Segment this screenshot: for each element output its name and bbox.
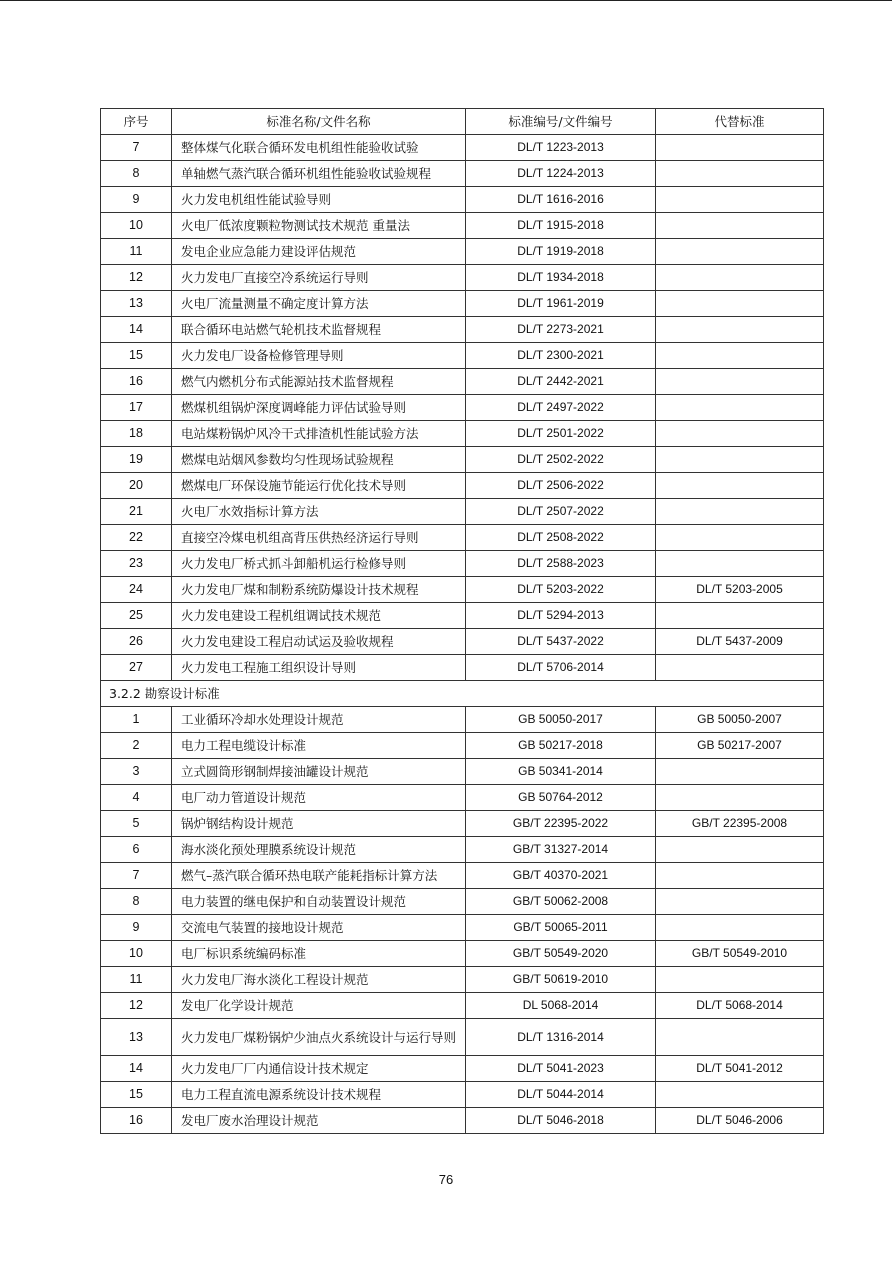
cell-replaces (656, 785, 824, 811)
table-row (101, 1019, 824, 1056)
cell-replaces: DL/T 5437-2009 (656, 629, 824, 655)
table-row (101, 941, 824, 967)
cell-replaces: DL/T 5046-2006 (656, 1108, 824, 1134)
cell-replaces (656, 525, 824, 551)
cell-replaces (656, 655, 824, 681)
cell-name: 电站煤粉锅炉风冷干式排渣机性能试验方法 (172, 421, 466, 447)
cell-replaces (656, 473, 824, 499)
cell-name: 火电厂低浓度颗粒物测试技术规范 重量法 (172, 213, 466, 239)
table-row (101, 811, 824, 837)
cell-name: 火电厂水效指标计算方法 (172, 499, 466, 525)
cell-code: DL/T 5044-2014 (466, 1082, 656, 1108)
cell-no: 2 (101, 733, 172, 759)
table-row (101, 447, 824, 473)
cell-code: DL/T 5437-2022 (466, 629, 656, 655)
cell-replaces (656, 915, 824, 941)
table-row (101, 317, 824, 343)
top-border-line (0, 0, 892, 1)
cell-code: DL 5068-2014 (466, 993, 656, 1019)
cell-no: 7 (101, 135, 172, 161)
cell-no: 3 (101, 759, 172, 785)
cell-no: 23 (101, 551, 172, 577)
table-row (101, 395, 824, 421)
cell-name: 火力发电厂煤和制粉系统防爆设计技术规程 (172, 577, 466, 603)
cell-no: 5 (101, 811, 172, 837)
table-row (101, 1108, 824, 1134)
cell-code: GB 50217-2018 (466, 733, 656, 759)
cell-no: 27 (101, 655, 172, 681)
cell-name: 火力发电厂厂内通信设计技术规定 (172, 1056, 466, 1082)
cell-no: 10 (101, 213, 172, 239)
cell-name: 工业循环冷却水处理设计规范 (172, 707, 466, 733)
cell-name: 锅炉钢结构设计规范 (172, 811, 466, 837)
page-number: 76 (438, 1172, 454, 1187)
cell-replaces (656, 863, 824, 889)
table-row (101, 993, 824, 1019)
cell-code: DL/T 2501-2022 (466, 421, 656, 447)
cell-code: DL/T 1316-2014 (466, 1019, 656, 1056)
cell-no: 9 (101, 915, 172, 941)
cell-name: 火电厂流量测量不确定度计算方法 (172, 291, 466, 317)
cell-name: 电力装置的继电保护和自动装置设计规范 (172, 889, 466, 915)
cell-name: 立式圆筒形钢制焊接油罐设计规范 (172, 759, 466, 785)
cell-replaces: DL/T 5203-2005 (656, 577, 824, 603)
cell-no: 10 (101, 941, 172, 967)
cell-no: 13 (101, 291, 172, 317)
cell-name: 发电厂化学设计规范 (172, 993, 466, 1019)
cell-code: DL/T 2497-2022 (466, 395, 656, 421)
cell-no: 6 (101, 837, 172, 863)
cell-name: 火力发电厂桥式抓斗卸船机运行检修导则 (172, 551, 466, 577)
cell-replaces (656, 135, 824, 161)
cell-code: DL/T 2506-2022 (466, 473, 656, 499)
cell-no: 22 (101, 525, 172, 551)
cell-no: 12 (101, 265, 172, 291)
cell-replaces (656, 603, 824, 629)
table-row (101, 135, 824, 161)
table-row (101, 759, 824, 785)
cell-replaces (656, 369, 824, 395)
cell-code: GB 50341-2014 (466, 759, 656, 785)
cell-no: 25 (101, 603, 172, 629)
header-no: 序号 (101, 109, 172, 135)
cell-name: 电力工程直流电源系统设计技术规程 (172, 1082, 466, 1108)
table-row (101, 1056, 824, 1082)
cell-no: 21 (101, 499, 172, 525)
cell-name: 火力发电厂海水淡化工程设计规范 (172, 967, 466, 993)
cell-replaces (656, 551, 824, 577)
cell-code: DL/T 1223-2013 (466, 135, 656, 161)
cell-replaces (656, 447, 824, 473)
cell-name: 燃气–蒸汽联合循环热电联产能耗指标计算方法 (172, 863, 466, 889)
cell-name: 发电厂废水治理设计规范 (172, 1108, 466, 1134)
cell-no: 20 (101, 473, 172, 499)
cell-name: 火力发电建设工程启动试运及验收规程 (172, 629, 466, 655)
standards-table (100, 108, 824, 1134)
cell-name: 电厂动力管道设计规范 (172, 785, 466, 811)
cell-name: 发电企业应急能力建设评估规范 (172, 239, 466, 265)
table-row (101, 239, 824, 265)
cell-code: DL/T 2502-2022 (466, 447, 656, 473)
cell-name: 火力发电机组性能试验导则 (172, 187, 466, 213)
cell-code: DL/T 2442-2021 (466, 369, 656, 395)
table-row (101, 161, 824, 187)
cell-no: 15 (101, 343, 172, 369)
table-row (101, 577, 824, 603)
cell-no: 1 (101, 707, 172, 733)
cell-code: GB 50764-2012 (466, 785, 656, 811)
cell-name: 整体煤气化联合循环发电机组性能验收试验 (172, 135, 466, 161)
cell-code: GB/T 50549-2020 (466, 941, 656, 967)
cell-replaces (656, 1082, 824, 1108)
cell-no: 17 (101, 395, 172, 421)
header-name: 标准名称/文件名称 (172, 109, 466, 135)
table-row (101, 837, 824, 863)
table-row (101, 785, 824, 811)
cell-name: 火力发电厂直接空冷系统运行导则 (172, 265, 466, 291)
header-code: 标准编号/文件编号 (466, 109, 656, 135)
cell-code: GB/T 50065-2011 (466, 915, 656, 941)
cell-name: 电厂标识系统编码标准 (172, 941, 466, 967)
cell-code: GB/T 31327-2014 (466, 837, 656, 863)
cell-replaces: GB/T 50549-2010 (656, 941, 824, 967)
table-row (101, 291, 824, 317)
cell-replaces: GB 50050-2007 (656, 707, 824, 733)
cell-name: 燃煤机组锅炉深度调峰能力评估试验导则 (172, 395, 466, 421)
table-row (101, 369, 824, 395)
cell-code: DL/T 2273-2021 (466, 317, 656, 343)
table-body-section-a (101, 135, 824, 681)
cell-no: 14 (101, 317, 172, 343)
cell-no: 11 (101, 239, 172, 265)
cell-no: 8 (101, 889, 172, 915)
cell-no: 12 (101, 993, 172, 1019)
cell-code: GB/T 50619-2010 (466, 967, 656, 993)
cell-replaces (656, 837, 824, 863)
table-row (101, 499, 824, 525)
table-row (101, 733, 824, 759)
cell-replaces (656, 213, 824, 239)
cell-replaces (656, 499, 824, 525)
cell-code: DL/T 2508-2022 (466, 525, 656, 551)
cell-name: 联合循环电站燃气轮机技术监督规程 (172, 317, 466, 343)
cell-name: 燃煤电厂环保设施节能运行优化技术导则 (172, 473, 466, 499)
table-row (101, 265, 824, 291)
table-row (101, 525, 824, 551)
cell-name: 直接空冷煤电机组高背压供热经济运行导则 (172, 525, 466, 551)
cell-replaces (656, 265, 824, 291)
cell-name: 电力工程电缆设计标准 (172, 733, 466, 759)
table-header-row (101, 109, 824, 135)
cell-name: 火力发电工程施工组织设计导则 (172, 655, 466, 681)
cell-code: DL/T 1915-2018 (466, 213, 656, 239)
cell-name: 单轴燃气蒸汽联合循环机组性能验收试验规程 (172, 161, 466, 187)
cell-replaces (656, 161, 824, 187)
cell-replaces (656, 343, 824, 369)
cell-replaces (656, 317, 824, 343)
cell-name: 火力发电厂设备检修管理导则 (172, 343, 466, 369)
table-body-section-b (101, 707, 824, 1134)
cell-code: DL/T 5046-2018 (466, 1108, 656, 1134)
cell-name: 燃气内燃机分布式能源站技术监督规程 (172, 369, 466, 395)
table-row (101, 213, 824, 239)
cell-name: 交流电气装置的接地设计规范 (172, 915, 466, 941)
table-row (101, 655, 824, 681)
section-heading-row (101, 681, 824, 707)
cell-replaces (656, 395, 824, 421)
cell-replaces: GB 50217-2007 (656, 733, 824, 759)
table-row (101, 551, 824, 577)
cell-no: 13 (101, 1019, 172, 1056)
table-row (101, 473, 824, 499)
table-row (101, 603, 824, 629)
cell-no: 8 (101, 161, 172, 187)
cell-name: 海水淡化预处理膜系统设计规范 (172, 837, 466, 863)
cell-code: GB/T 40370-2021 (466, 863, 656, 889)
cell-replaces: GB/T 22395-2008 (656, 811, 824, 837)
table-body-section-heading (101, 681, 824, 707)
cell-no: 24 (101, 577, 172, 603)
table-row (101, 629, 824, 655)
cell-code: DL/T 2588-2023 (466, 551, 656, 577)
cell-no: 9 (101, 187, 172, 213)
cell-replaces (656, 889, 824, 915)
cell-replaces (656, 291, 824, 317)
cell-code: GB 50050-2017 (466, 707, 656, 733)
cell-code: GB/T 22395-2022 (466, 811, 656, 837)
cell-code: DL/T 1961-2019 (466, 291, 656, 317)
table-row (101, 967, 824, 993)
cell-no: 11 (101, 967, 172, 993)
cell-name: 火力发电厂煤粉锅炉少油点火系统设计与运行导则 (172, 1019, 466, 1056)
cell-replaces (656, 759, 824, 785)
cell-code: DL/T 2507-2022 (466, 499, 656, 525)
cell-no: 18 (101, 421, 172, 447)
cell-no: 14 (101, 1056, 172, 1082)
cell-no: 16 (101, 1108, 172, 1134)
cell-replaces (656, 1019, 824, 1056)
table-row (101, 421, 824, 447)
cell-code: DL/T 5203-2022 (466, 577, 656, 603)
cell-no: 15 (101, 1082, 172, 1108)
cell-code: DL/T 5041-2023 (466, 1056, 656, 1082)
cell-replaces: DL/T 5041-2012 (656, 1056, 824, 1082)
cell-code: DL/T 2300-2021 (466, 343, 656, 369)
cell-replaces (656, 967, 824, 993)
cell-no: 26 (101, 629, 172, 655)
cell-code: DL/T 1919-2018 (466, 239, 656, 265)
cell-code: GB/T 50062-2008 (466, 889, 656, 915)
cell-no: 19 (101, 447, 172, 473)
cell-name: 火力发电建设工程机组调试技术规范 (172, 603, 466, 629)
table-row (101, 187, 824, 213)
cell-name: 燃煤电站烟风参数均匀性现场试验规程 (172, 447, 466, 473)
table-row (101, 889, 824, 915)
cell-code: DL/T 5294-2013 (466, 603, 656, 629)
cell-replaces (656, 187, 824, 213)
cell-code: DL/T 1934-2018 (466, 265, 656, 291)
cell-no: 16 (101, 369, 172, 395)
cell-no: 7 (101, 863, 172, 889)
cell-replaces: DL/T 5068-2014 (656, 993, 824, 1019)
cell-replaces (656, 239, 824, 265)
cell-replaces (656, 421, 824, 447)
cell-no: 4 (101, 785, 172, 811)
table-row (101, 863, 824, 889)
table-row (101, 1082, 824, 1108)
cell-code: DL/T 1616-2016 (466, 187, 656, 213)
section-heading: 3.2.2 勘察设计标准 (101, 681, 824, 707)
table-row (101, 707, 824, 733)
cell-code: DL/T 1224-2013 (466, 161, 656, 187)
header-replaces: 代替标准 (656, 109, 824, 135)
table-row (101, 915, 824, 941)
cell-code: DL/T 5706-2014 (466, 655, 656, 681)
table-row (101, 343, 824, 369)
